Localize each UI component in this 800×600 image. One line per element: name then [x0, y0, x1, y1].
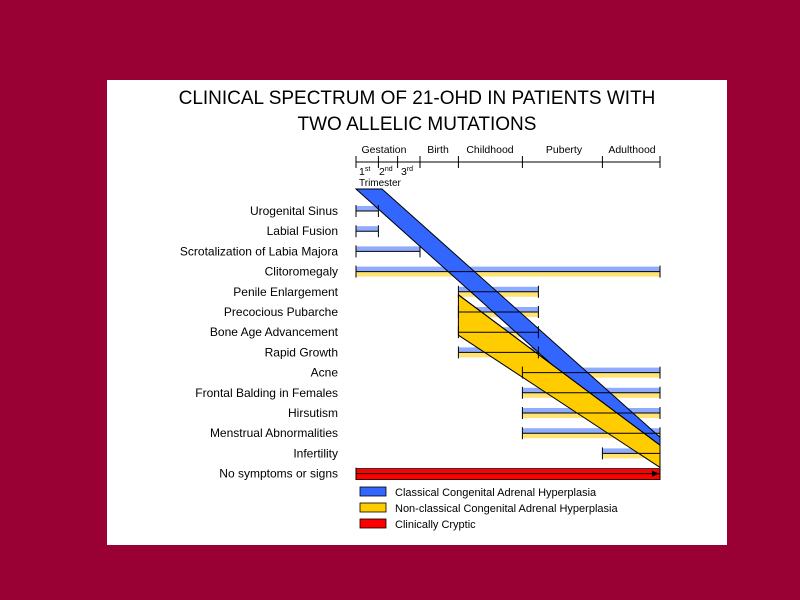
trimester-2: 2nd: [379, 166, 393, 178]
stage-gestation: Gestation: [361, 144, 407, 156]
label-acne: Acne: [310, 365, 338, 380]
timeline-axis: [356, 144, 660, 189]
trimester-label: Trimester: [359, 178, 401, 189]
stage-childhood: Childhood: [466, 144, 514, 156]
label-no-symptoms-or-signs: No symptoms or signs: [219, 466, 338, 481]
stage-puberty: Puberty: [545, 144, 583, 156]
label-frontal-balding-in-females: Frontal Balding in Females: [195, 385, 338, 400]
figure-panel: [107, 80, 727, 545]
label-clitoromegaly: Clitoromegaly: [264, 264, 338, 279]
bar-classical-labial-fusion: [356, 226, 378, 231]
title-line-1: CLINICAL SPECTRUM OF 21-OHD IN PATIENTS WITH: [178, 88, 656, 109]
band-nonclassical: [458, 295, 660, 468]
legend-label-cryptic: Clinically Cryptic: [395, 519, 476, 531]
stage-birth: Birth: [427, 144, 449, 156]
legend-swatch-classical: [360, 487, 386, 496]
trimester-3: 3rd: [401, 166, 414, 178]
bar-classical-scrotalization-of-labia-majora: [356, 246, 420, 251]
legend-label-nonclassical: Non-classical Congenital Adrenal Hyperplasia: [395, 503, 618, 515]
legend: [360, 487, 618, 531]
legend-label-classical: Classical Congenital Adrenal Hyperplasia: [395, 487, 597, 499]
bar-nonclassical-clitoromegaly: [356, 272, 660, 277]
label-hirsutism: Hirsutism: [288, 406, 338, 420]
bar-classical-urogenital-sinus: [356, 206, 378, 211]
label-penile-enlargement: Penile Enlargement: [233, 284, 338, 299]
label-menstrual-abnormalities: Menstrual Abnormalities: [209, 426, 338, 441]
legend-swatch-nonclassical: [360, 503, 386, 512]
bar-classical-clitoromegaly: [356, 267, 660, 272]
label-infertility: Infertility: [293, 446, 338, 461]
label-rapid-growth: Rapid Growth: [264, 345, 338, 360]
label-labial-fusion: Labial Fusion: [266, 224, 338, 239]
title-line-2: TWO ALLELIC MUTATIONS: [297, 114, 537, 135]
trimester-1: 1st: [359, 166, 371, 178]
label-precocious-pubarche: Precocious Pubarche: [223, 305, 338, 319]
label-scrotalization-of-labia-majora: Scrotalization of Labia Majora: [179, 244, 338, 259]
symptom-labels: [180, 204, 339, 481]
spectrum-diagram: [107, 80, 727, 545]
stage-adulthood: Adulthood: [608, 144, 656, 156]
legend-swatch-cryptic: [360, 519, 386, 528]
label-urogenital-sinus: Urogenital Sinus: [249, 204, 338, 218]
label-bone-age-advancement: Bone Age Advancement: [209, 325, 338, 340]
